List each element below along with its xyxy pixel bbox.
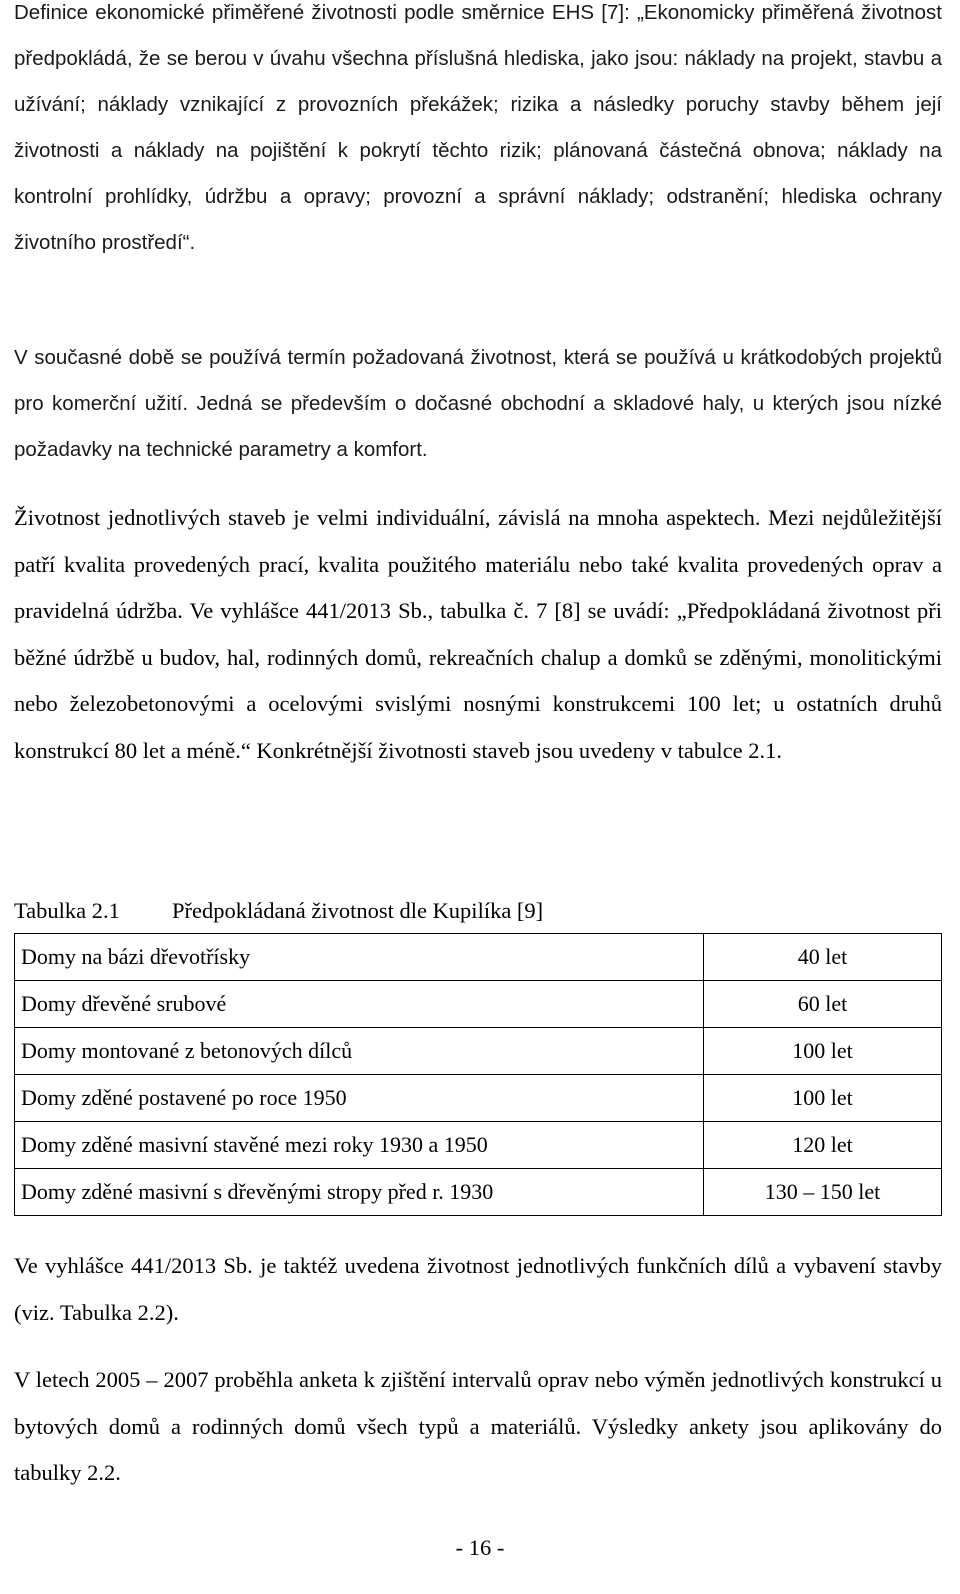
table-cell-lifetime: 60 let <box>704 981 942 1028</box>
table-caption-number: Tabulka 2.1 <box>14 898 120 923</box>
table-cell-lifetime: 40 let <box>704 934 942 981</box>
paragraph-functional-parts: Ve vyhlášce 441/2013 Sb. je taktéž uvedena životnost jednotlivých funkčních dílů a vybavení stavby (viz. Tabulka 2.2). <box>14 1253 942 1325</box>
table-row <box>15 1169 942 1216</box>
table-cell-building-type: Domy dřevěné srubové <box>15 981 704 1028</box>
lifetime-table <box>14 933 942 1216</box>
table-cell-building-type: Domy na bázi dřevotřísky <box>15 934 704 981</box>
table-row <box>15 934 942 981</box>
table-caption-title: Předpokládaná životnost dle Kupilíka [9] <box>172 898 544 923</box>
table-row <box>15 1122 942 1169</box>
paragraph-required-lifetime: V současné době se používá termín požadovaná životnost, která se používá u krátkodobých projektů pro komerční užití. Jedná se především o dočasné obchodní a skladové haly, u kterých jsou nízké požadavky na technické parametry a komfort. <box>14 346 942 461</box>
table-cell-building-type: Domy zděné masivní stavěné mezi roky 1930 a 1950 <box>15 1122 704 1169</box>
paragraph-building-lifetime: Životnost jednotlivých staveb je velmi individuální, závislá na mnoha aspektech. Mezi nejdůležitější patří kvalita provedených prací, kvalita použitého materiálu nebo také kvalita provedených oprav a pravidelná údržba. Ve vyhlášce 441/2013 Sb., tabulka č. 7 [8] se uvádí: „Předpokládaná životnost při běžné údržbě u budov, hal, rodinných domů, rekreačních chalup a domků se zděnými, monolitickými nebo železobetonovými a ocelovými svislými nosnými konstrukcemi 100 let; u ostatních druhů konstrukcí 80 let a méně.“ Konkrétnější životnosti staveb jsou uvedeny v tabulce 2.1. <box>14 505 942 763</box>
page-number: - 16 - <box>455 1535 505 1560</box>
table-row <box>15 1075 942 1122</box>
table-row <box>15 981 942 1028</box>
table-cell-building-type: Domy montované z betonových dílců <box>15 1028 704 1075</box>
paragraph-survey: V letech 2005 – 2007 proběhla anketa k zjištění intervalů oprav nebo výměn jednotlivých konstrukcí u bytových domů a rodinných domů všech typů a materiálů. Výsledky ankety jsou aplikovány do tabulky 2.2. <box>14 1367 942 1485</box>
table-cell-building-type: Domy zděné masivní s dřevěnými stropy před r. 1930 <box>15 1169 704 1216</box>
table-cell-lifetime: 130 – 150 let <box>704 1169 942 1216</box>
table-cell-lifetime: 100 let <box>704 1075 942 1122</box>
table-cell-building-type: Domy zděné postavené po roce 1950 <box>15 1075 704 1122</box>
table-cell-lifetime: 100 let <box>704 1028 942 1075</box>
table-row <box>15 1028 942 1075</box>
table-cell-lifetime: 120 let <box>704 1122 942 1169</box>
paragraph-definition: Definice ekonomické přiměřené životnosti podle směrnice EHS [7]: „Ekonomicky přiměřená životnost předpokládá, že se berou v úvahu všechna příslušná hlediska, jako jsou: náklady na projekt, stavbu a užívání; náklady vznikající z provozních překážek; rizika a následky poruchy stavby během její životnosti a náklady na pojištění k pokrytí těchto rizik; plánovaná částečná obnova; náklady na kontrolní prohlídky, údržbu a opravy; provozní a správní náklady; odstranění; hlediska ochrany životního prostředí“. <box>14 1 942 254</box>
table-caption <box>14 888 942 934</box>
